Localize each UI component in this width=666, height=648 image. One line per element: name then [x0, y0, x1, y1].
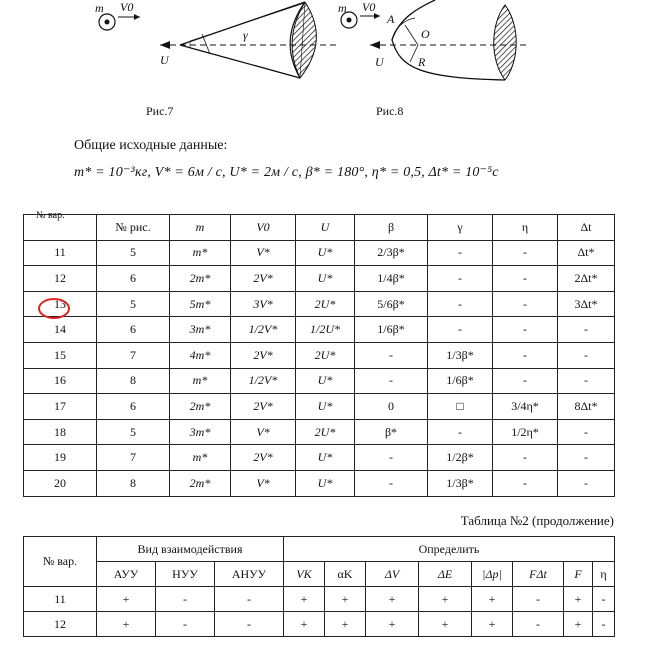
- table-cell: +: [284, 612, 325, 637]
- table-cell: 2Δt*: [558, 266, 615, 292]
- common-data-heading: Общие исходные данные:: [74, 138, 228, 153]
- fig8-label-u: U: [375, 55, 384, 69]
- table-cell: 2V*: [231, 394, 296, 420]
- sub-fdt: FΔt: [513, 562, 564, 587]
- table-cell: 2m*: [170, 394, 231, 420]
- table-cell: □: [428, 394, 493, 420]
- table-cell: 6: [97, 266, 170, 292]
- table-cell: -: [428, 266, 493, 292]
- table-cell: 0: [355, 394, 428, 420]
- table-cell: 4m*: [170, 342, 231, 368]
- table-cell: 11: [24, 240, 97, 266]
- fig8-caption: Рис.8: [376, 104, 404, 118]
- table-cell: U*: [296, 368, 355, 394]
- fig7-label-gamma: γ: [243, 28, 248, 42]
- table-cell: 17: [24, 394, 97, 420]
- table-cell: -: [156, 587, 215, 612]
- table-cell: -: [215, 587, 284, 612]
- table-cell: -: [558, 419, 615, 445]
- table-cell: 15: [24, 342, 97, 368]
- table-row: [24, 612, 615, 637]
- header-u: U: [296, 215, 355, 241]
- figure-8: [330, 0, 580, 100]
- table-cell: U*: [296, 240, 355, 266]
- sub-eta: η: [593, 562, 615, 587]
- table-cell: 3/4η*: [493, 394, 558, 420]
- table-cell: -: [156, 612, 215, 637]
- table2-subheader-row: [24, 562, 615, 587]
- table-cell: -: [493, 342, 558, 368]
- fig7-label-u: U: [160, 53, 169, 67]
- table-cell: V*: [231, 240, 296, 266]
- table-cell: m*: [170, 240, 231, 266]
- fig8-label-r: R: [418, 55, 426, 69]
- table-cell: 5: [97, 291, 170, 317]
- fig8-label-m: m: [338, 1, 347, 15]
- table-cell: 20: [24, 470, 97, 496]
- table-cell: 13: [24, 291, 97, 317]
- t2-var-header: № вар.: [24, 537, 97, 587]
- sub-nuu: НУУ: [156, 562, 215, 587]
- table-cell: -: [493, 368, 558, 394]
- table-cell: -: [355, 470, 428, 496]
- cropped-var-header: № вар.: [36, 210, 65, 221]
- table-cell: -: [355, 445, 428, 471]
- table-cell: Δt*: [558, 240, 615, 266]
- table-cell: 1/2V*: [231, 368, 296, 394]
- table-cell: 7: [97, 342, 170, 368]
- header-v0: V0: [231, 215, 296, 241]
- table-cell: +: [325, 587, 366, 612]
- table-cell: +: [419, 587, 472, 612]
- table-cell: 1/3β*: [428, 342, 493, 368]
- header-gamma: γ: [428, 215, 493, 241]
- table-cell: +: [366, 612, 419, 637]
- table-cell: 5: [97, 240, 170, 266]
- common-data-formula: m* = 10⁻³кг, V* = 6м / с, U* = 2м / с, β* = 180°, η* = 0,5, Δt* = 10⁻⁵с: [74, 165, 499, 180]
- table-cell: 1/3β*: [428, 470, 493, 496]
- table-cell: -: [493, 240, 558, 266]
- table-row: [24, 291, 615, 317]
- table2-caption: Таблица №2 (продолжение): [460, 513, 614, 528]
- table2-group-row: [24, 537, 615, 562]
- table-cell: -: [558, 368, 615, 394]
- table-cell: 1/2β*: [428, 445, 493, 471]
- table-cell: -: [558, 445, 615, 471]
- sub-alpha-k: αK: [325, 562, 366, 587]
- table-cell: U*: [296, 266, 355, 292]
- table-cell: -: [428, 240, 493, 266]
- fig7-caption: Рис.7: [146, 104, 174, 118]
- header-m: m: [170, 215, 231, 241]
- table-cell: U*: [296, 470, 355, 496]
- table-row: [24, 266, 615, 292]
- table-cell: 2V*: [231, 266, 296, 292]
- table-cell: 1/4β*: [355, 266, 428, 292]
- table-cell: 8Δt*: [558, 394, 615, 420]
- interaction-table: [23, 536, 615, 637]
- table-row: [24, 342, 615, 368]
- table-cell: 2/3β*: [355, 240, 428, 266]
- table-cell: 5/6β*: [355, 291, 428, 317]
- table-cell: V*: [231, 470, 296, 496]
- sub-anuu: АНУУ: [215, 562, 284, 587]
- fig7-label-v0: V0: [120, 0, 134, 14]
- table-cell: -: [593, 587, 615, 612]
- table-cell: 18: [24, 419, 97, 445]
- table-cell: 2U*: [296, 342, 355, 368]
- table-cell: 2V*: [231, 445, 296, 471]
- table-row: [24, 587, 615, 612]
- table-cell: -: [493, 266, 558, 292]
- table-row: [24, 394, 615, 420]
- table-row: [24, 368, 615, 394]
- table-cell: 1/2V*: [231, 317, 296, 343]
- t2-group-determine: Определить: [284, 537, 615, 562]
- table-cell: +: [419, 612, 472, 637]
- table-cell: U*: [296, 394, 355, 420]
- table-cell: +: [284, 587, 325, 612]
- table-cell: +: [97, 587, 156, 612]
- table-cell: V*: [231, 419, 296, 445]
- table-cell: 2U*: [296, 291, 355, 317]
- table-cell: m*: [170, 445, 231, 471]
- table-cell: 2U*: [296, 419, 355, 445]
- header-var: [24, 215, 97, 241]
- table-cell: +: [366, 587, 419, 612]
- table-cell: -: [215, 612, 284, 637]
- table-cell: 1/6β*: [355, 317, 428, 343]
- sub-auu: АУУ: [97, 562, 156, 587]
- table-cell: 3V*: [231, 291, 296, 317]
- table-cell: 16: [24, 368, 97, 394]
- sub-dp: |Δp|: [472, 562, 513, 587]
- table-cell: 19: [24, 445, 97, 471]
- table-cell: 12: [24, 612, 97, 637]
- table-cell: -: [513, 587, 564, 612]
- table-cell: 7: [97, 445, 170, 471]
- header-fig: № рис.: [97, 215, 170, 241]
- table-cell: -: [558, 317, 615, 343]
- table-cell: -: [558, 470, 615, 496]
- table-cell: +: [472, 612, 513, 637]
- table-cell: 6: [97, 394, 170, 420]
- table-cell: -: [493, 445, 558, 471]
- header-dt: Δt: [558, 215, 615, 241]
- table-cell: 5m*: [170, 291, 231, 317]
- table-cell: 5: [97, 419, 170, 445]
- table-cell: 8: [97, 368, 170, 394]
- table-cell: 8: [97, 470, 170, 496]
- table-cell: 11: [24, 587, 97, 612]
- table-cell: -: [428, 291, 493, 317]
- table-cell: -: [355, 342, 428, 368]
- table-cell: -: [593, 612, 615, 637]
- t2-group-interaction: Вид взаимодействия: [97, 537, 284, 562]
- table-cell: +: [564, 587, 593, 612]
- table-cell: β*: [355, 419, 428, 445]
- fig8-label-v0: V0: [362, 0, 376, 14]
- table-cell: 1/2U*: [296, 317, 355, 343]
- table-cell: -: [428, 419, 493, 445]
- table-row: [24, 317, 615, 343]
- table-cell: -: [558, 342, 615, 368]
- figure-7: [90, 0, 340, 100]
- table-cell: +: [97, 612, 156, 637]
- highlight-circle-13: [38, 298, 70, 319]
- table-cell: +: [472, 587, 513, 612]
- fig8-label-o: O: [421, 27, 430, 41]
- fig7-label-m: m: [95, 1, 104, 15]
- table-cell: +: [325, 612, 366, 637]
- table-cell: 2V*: [231, 342, 296, 368]
- table-header-row: [24, 215, 615, 241]
- table-cell: -: [355, 368, 428, 394]
- table-cell: -: [513, 612, 564, 637]
- table-cell: 2m*: [170, 470, 231, 496]
- sub-vk: VK: [284, 562, 325, 587]
- variants-table: [23, 214, 615, 497]
- table-row: [24, 419, 615, 445]
- table-cell: m*: [170, 368, 231, 394]
- table-cell: 3m*: [170, 419, 231, 445]
- table-cell: 1/2η*: [493, 419, 558, 445]
- table-cell: -: [493, 470, 558, 496]
- header-beta: β: [355, 215, 428, 241]
- table-cell: 3m*: [170, 317, 231, 343]
- table-row: [24, 240, 615, 266]
- sub-de: ΔE: [419, 562, 472, 587]
- sub-dv: ΔV: [366, 562, 419, 587]
- table-cell: -: [493, 291, 558, 317]
- table-row: [24, 470, 615, 496]
- fig8-label-a: A: [387, 12, 395, 26]
- table-cell: +: [564, 612, 593, 637]
- sub-f: F: [564, 562, 593, 587]
- table-cell: 1/6β*: [428, 368, 493, 394]
- table-cell: 14: [24, 317, 97, 343]
- table-cell: 3Δt*: [558, 291, 615, 317]
- table-cell: 6: [97, 317, 170, 343]
- table-row: [24, 445, 615, 471]
- table-cell: -: [428, 317, 493, 343]
- header-eta: η: [493, 215, 558, 241]
- table-cell: U*: [296, 445, 355, 471]
- table-cell: 2m*: [170, 266, 231, 292]
- table-cell: 12: [24, 266, 97, 292]
- table-cell: -: [493, 317, 558, 343]
